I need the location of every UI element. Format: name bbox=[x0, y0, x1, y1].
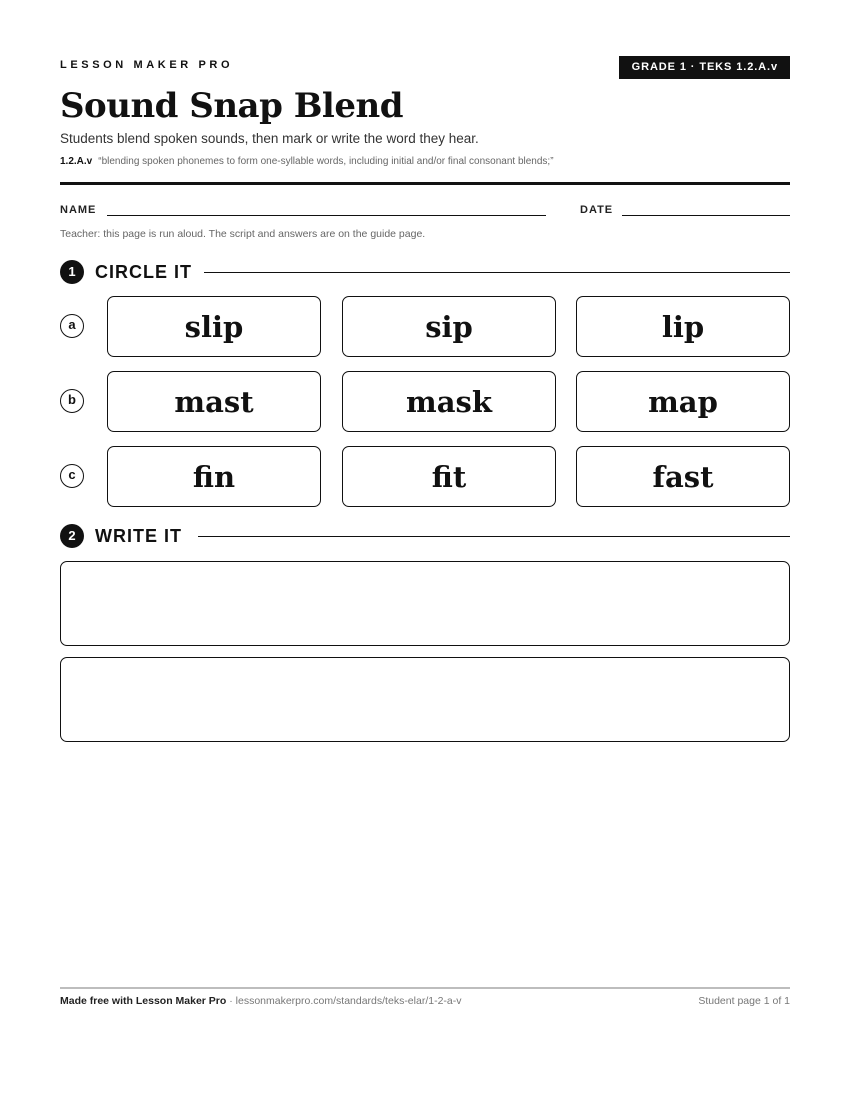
word-choice[interactable]: fit bbox=[342, 446, 556, 507]
row-letter: c bbox=[60, 464, 84, 488]
grade-badge: GRADE 1 · TEKS 1.2.A.v bbox=[619, 56, 790, 79]
page-subtitle: Students blend spoken sounds, then mark or write the word they hear. bbox=[60, 131, 479, 146]
standard-code: 1.2.A.v bbox=[60, 156, 93, 167]
footer-credit bbox=[60, 995, 462, 1007]
section-write-it-header bbox=[60, 524, 790, 548]
word-choice[interactable]: fin bbox=[107, 446, 321, 507]
row-letter: b bbox=[60, 389, 84, 413]
brand-name: LESSON MAKER PRO bbox=[60, 59, 234, 71]
footer-made-with: Made free with Lesson Maker Pro bbox=[60, 995, 227, 1007]
section-title: CIRCLE IT bbox=[95, 262, 192, 282]
name-label: NAME bbox=[60, 204, 97, 216]
word-choice[interactable]: fast bbox=[576, 446, 790, 507]
name-date-row bbox=[60, 203, 790, 219]
word-choice[interactable]: slip bbox=[107, 296, 321, 357]
word-choice[interactable]: sip bbox=[342, 296, 556, 357]
circle-row-a bbox=[60, 296, 790, 358]
circle-row-c bbox=[60, 446, 790, 508]
section-rule bbox=[204, 272, 790, 273]
standard-line bbox=[60, 156, 554, 167]
word-choice[interactable]: mast bbox=[107, 371, 321, 432]
word-choice[interactable]: lip bbox=[576, 296, 790, 357]
word-choice[interactable]: map bbox=[576, 371, 790, 432]
header-divider bbox=[60, 182, 790, 185]
page-title: Sound Snap Blend bbox=[60, 86, 403, 126]
section-number-badge: 2 bbox=[60, 524, 84, 548]
section-circle-it-header bbox=[60, 260, 790, 284]
circle-row-b bbox=[60, 371, 790, 433]
teacher-note: Teacher: this page is run aloud. The script and answers are on the guide page. bbox=[60, 228, 426, 240]
section-number-badge: 1 bbox=[60, 260, 84, 284]
name-field[interactable] bbox=[107, 215, 546, 216]
date-field[interactable] bbox=[622, 215, 790, 216]
footer-divider bbox=[60, 987, 790, 989]
footer-url[interactable]: lessonmakerpro.com/standards/teks-elar/1-2-a-v bbox=[235, 995, 462, 1007]
worksheet-page bbox=[60, 0, 790, 1100]
write-answer-box-2[interactable] bbox=[60, 657, 790, 742]
section-title: WRITE IT bbox=[95, 526, 182, 546]
word-choice[interactable]: mask bbox=[342, 371, 556, 432]
write-answer-box-1[interactable] bbox=[60, 561, 790, 646]
date-label: DATE bbox=[580, 204, 614, 216]
footer-page-label: Student page 1 of 1 bbox=[698, 995, 790, 1007]
row-letter: a bbox=[60, 314, 84, 338]
header bbox=[60, 56, 790, 79]
standard-text: “blending spoken phonemes to form one-syllable words, including initial and/or final consonant blends;” bbox=[98, 156, 554, 167]
section-rule bbox=[198, 536, 790, 537]
footer-separator: · bbox=[226, 995, 236, 1007]
